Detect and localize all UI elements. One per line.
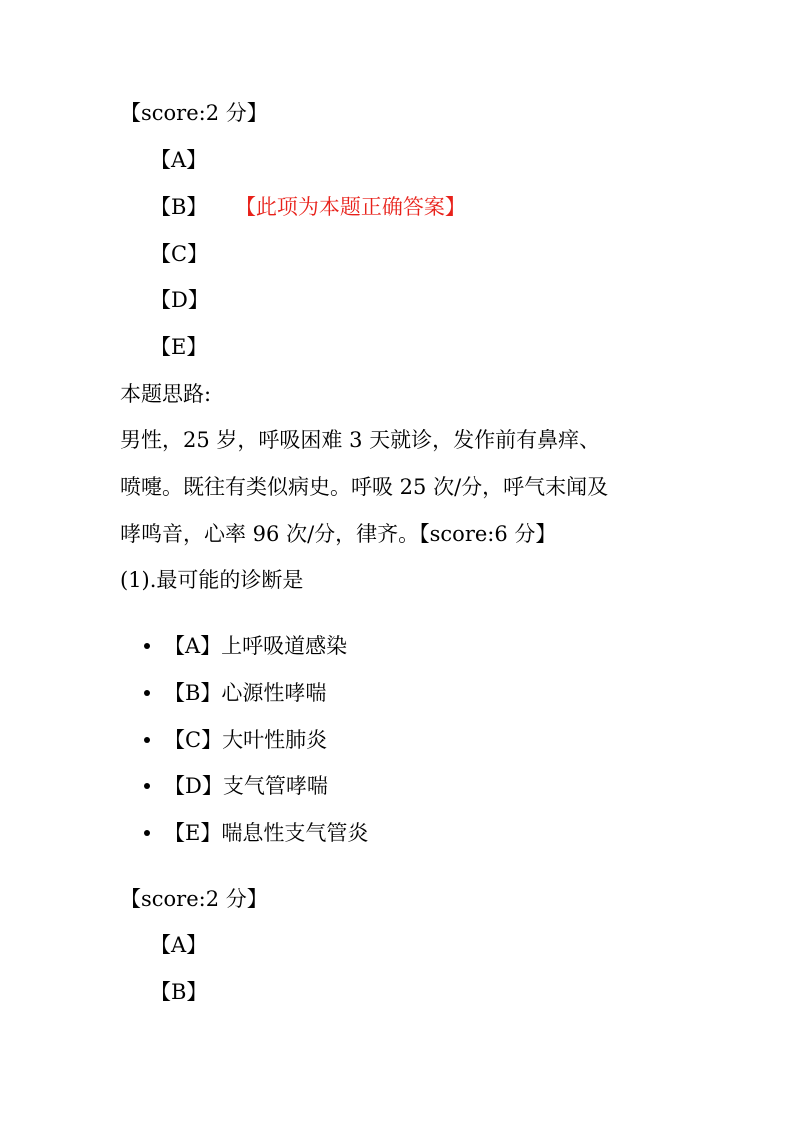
option-a-2: 【A】 <box>150 933 208 957</box>
choice-label: 【E】喘息性支气管炎 <box>164 821 369 845</box>
choice-b <box>144 679 326 707</box>
choice-a <box>144 632 347 660</box>
bullet-icon <box>144 643 150 649</box>
option-a: 【A】 <box>150 148 208 172</box>
option-c: 【C】 <box>150 242 209 266</box>
option-b-row <box>150 193 466 221</box>
choice-c <box>144 726 327 754</box>
choice-label: 【B】心源性哮喘 <box>164 681 327 705</box>
option-b: 【B】 <box>150 195 208 219</box>
bullet-icon <box>144 690 150 696</box>
bullet-icon <box>144 783 150 789</box>
analysis-line-2: 喷嚏。既往有类似病史。呼吸 25 次/分，呼气末闻及 <box>120 475 609 499</box>
choice-label: 【D】支气管哮喘 <box>164 774 328 798</box>
bullet-icon <box>144 830 150 836</box>
correct-answer-marker: 【此项为本题正确答案】 <box>245 195 466 219</box>
question-title: (1).最可能的诊断是 <box>120 568 304 592</box>
analysis-heading: 本题思路: <box>120 382 212 406</box>
option-e: 【E】 <box>150 335 208 359</box>
score-line-2: 【score:2 分】 <box>120 887 268 911</box>
score-line-1: 【score:2 分】 <box>120 101 268 125</box>
option-d: 【D】 <box>150 288 209 312</box>
choice-e <box>144 819 368 847</box>
analysis-line-3: 哮鸣音，心率 96 次/分，律齐。【score:6 分】 <box>120 522 557 546</box>
choice-label: 【A】上呼吸道感染 <box>164 634 348 658</box>
choice-d <box>144 772 328 800</box>
choice-label: 【C】大叶性肺炎 <box>164 728 328 752</box>
bullet-icon <box>144 737 150 743</box>
analysis-line-1: 男性，25 岁，呼吸困难 3 天就诊，发作前有鼻痒、 <box>120 428 601 452</box>
option-b-2: 【B】 <box>150 980 208 1004</box>
